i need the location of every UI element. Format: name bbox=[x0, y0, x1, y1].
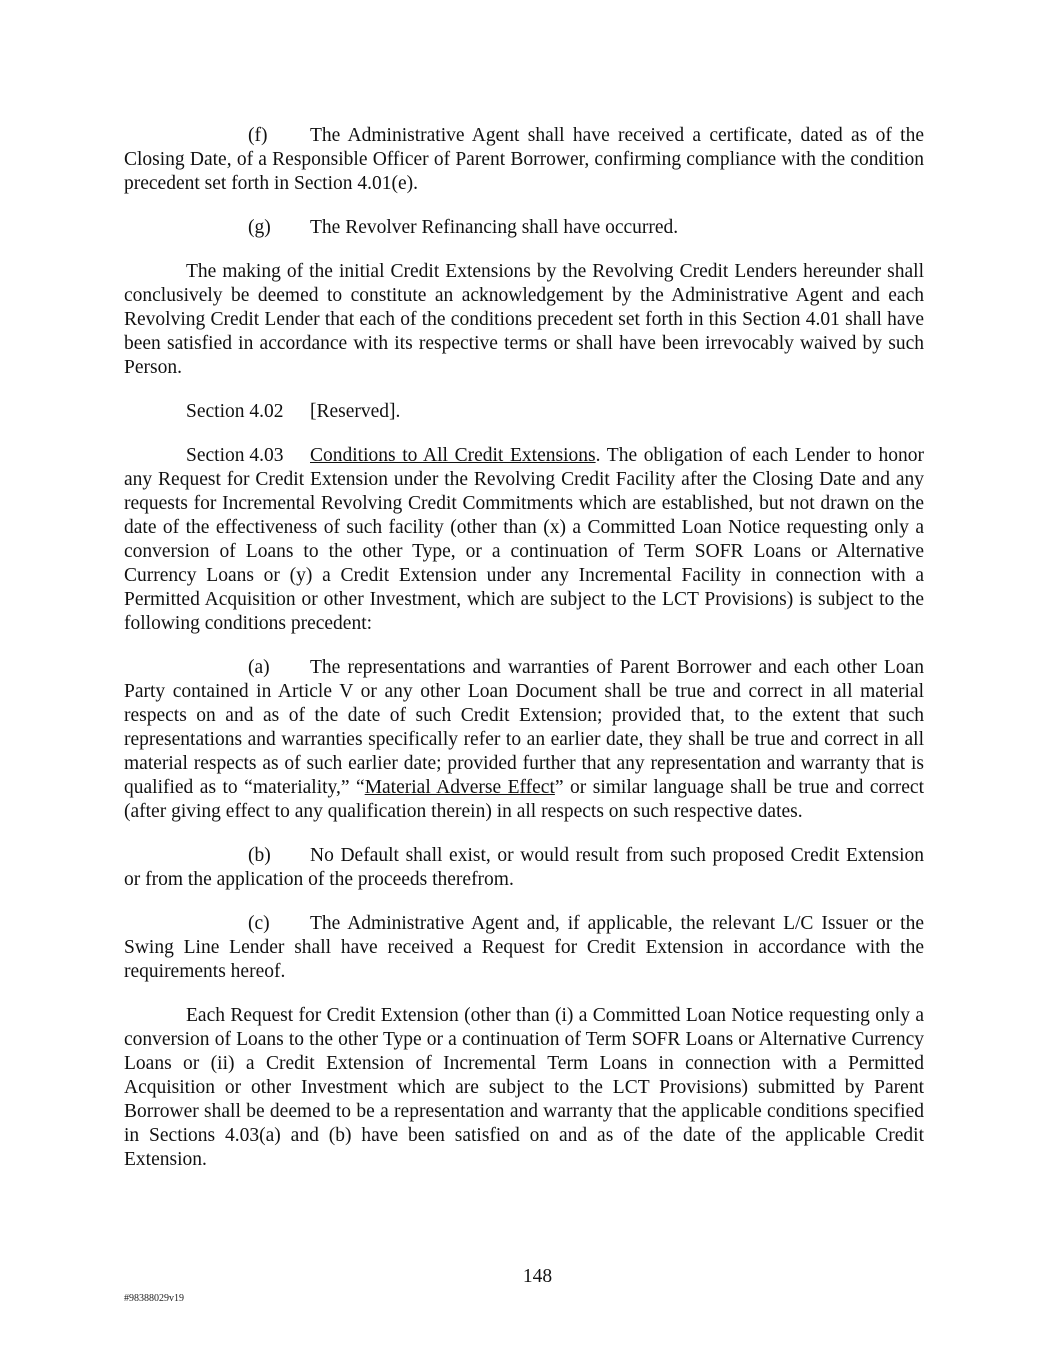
section-4-02-title: [Reserved]. bbox=[310, 401, 401, 422]
each-request-text: Each Request for Credit Extension (other than (i) a Committed Loan Notice requesting only a conversion of Loans to the other Type or a continuation of Term SOFR Loans or Alternative Currency Loans or (ii) a Credit Extension of Incremental Term Loans in connection with a Permitted Acquisition or other Investment which are subject to the LCT Provisions) submitted by Parent Borrower shall be deemed to be a representation and warranty that the applicable conditions specified in Sections 4.03(a) and (b) have been satisfied on and as of the date of the applicable Credit Extension. bbox=[124, 1005, 924, 1170]
section-4-03 bbox=[124, 444, 924, 636]
document-id: #98388029v19 bbox=[124, 1293, 184, 1304]
clause-label-b: (b) bbox=[248, 845, 271, 866]
page-number: 148 bbox=[522, 1266, 553, 1287]
paragraph-4-03-a bbox=[124, 656, 924, 824]
clause-label-f: (f) bbox=[248, 125, 268, 146]
paragraph-4-01-f bbox=[124, 124, 924, 196]
initial-extensions-text: The making of the initial Credit Extensions by the Revolving Credit Lenders hereunder shall conclusively be deemed to constitute an acknowledgement by the Administrative Agent and each Revolving Credit Lender that each of the conditions precedent set forth in this Section 4.01 shall have been satisfied in accordance with its respective terms or shall have been irrevocably waived by such Person. bbox=[124, 261, 924, 378]
section-4-03-number: Section 4.03 bbox=[186, 445, 284, 466]
paragraph-each-request bbox=[124, 1004, 924, 1172]
paragraph-4-03-b bbox=[124, 844, 924, 892]
clause-text-b: No Default shall exist, or would result from such proposed Credit Extension or from the application of the proceeds therefrom. bbox=[124, 845, 924, 890]
section-4-02 bbox=[124, 400, 924, 424]
clause-text-a-after: ” or similar language shall be true and correct (after giving effect to any qualification therein) in all respects on such respective dates. bbox=[124, 777, 924, 822]
clause-text-g: The Revolver Refinancing shall have occurred. bbox=[310, 217, 679, 238]
paragraph-initial-credit-extensions bbox=[124, 260, 924, 380]
clause-label-g: (g) bbox=[248, 217, 271, 238]
clause-label-c: (c) bbox=[248, 913, 270, 934]
clause-text-c: The Administrative Agent and, if applicable, the relevant L/C Issuer or the Swing Line Lender shall have received a Request for Credit Extension in accordance with the requirements hereof. bbox=[124, 913, 924, 982]
clause-label-a: (a) bbox=[248, 657, 270, 678]
document-page bbox=[124, 124, 924, 1192]
material-adverse-effect-term: Material Adverse Effect bbox=[364, 777, 555, 798]
section-4-03-heading: Conditions to All Credit Extensions bbox=[310, 445, 596, 466]
section-4-03-text: . The obligation of each Lender to honor any Request for Credit Extension under the Revolving Credit Facility after the Closing Date and any requests for Incremental Revolving Credit Commitments which are established, but not drawn on the date of the effectiveness of such facility (other than (x) a Committed Loan Notice requesting only a conversion of Loans to the other Type, or a continuation of Term SOFR Loans or Alternative Currency Loans or (y) a Credit Extension under any Incremental Facility in connection with a Permitted Acquisition or other Investment, which are subject to the LCT Provisions) is subject to the following conditions precedent: bbox=[124, 445, 924, 634]
clause-text-f: The Administrative Agent shall have received a certificate, dated as of the Closing Date, of a Responsible Officer of Parent Borrower, confirming compliance with the condition precedent set forth in Section 4.01(e). bbox=[124, 125, 924, 194]
clause-text-a-before: The representations and warranties of Parent Borrower and each other Loan Party contained in Article V or any other Loan Document shall be true and correct in all material respects on and as of the date of such Credit Extension; provided that, to the extent that such representations and warranties specifically refer to an earlier date, they shall be true and correct in all material respects as of such earlier date; provided further that any representation and warranty that is qualified as to “materiality,” “ bbox=[124, 657, 924, 798]
section-4-02-number: Section 4.02 bbox=[186, 401, 284, 422]
paragraph-4-01-g bbox=[124, 216, 924, 240]
paragraph-4-03-c bbox=[124, 912, 924, 984]
